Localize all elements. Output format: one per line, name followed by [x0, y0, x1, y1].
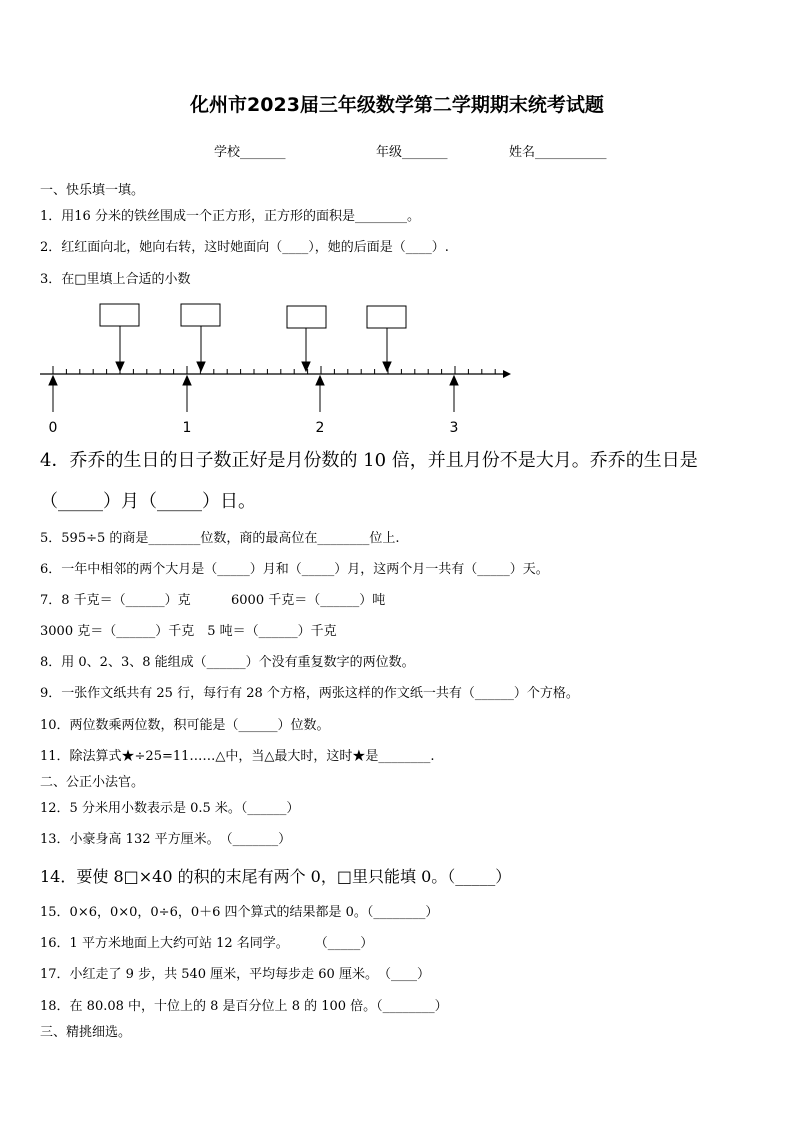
number-line-arrowhead [503, 370, 511, 378]
question-11: 11．除法算式★÷25=11……△中，当△最大时，这时★是________. [40, 749, 435, 764]
section-3-heading: 三、精挑细选。 [40, 1025, 132, 1040]
section-1-heading: 一、快乐填一填。 [40, 183, 145, 198]
question-6: 6．一年中相邻的两个大月是（_____）月和（_____）月，这两个月一共有（_____）天。 [40, 562, 549, 577]
question-15: 15．0×6，0×0，0÷6，0＋6 四个算式的结果都是 0。（________） [40, 905, 439, 920]
number-line-diagram [0, 290, 794, 440]
question-5: 5．595÷5 的商是________位数，商的最高位在________位上. [40, 531, 400, 546]
question-7-part-a: 7．8 千克＝（______）克 [40, 593, 191, 608]
school-field: 学校_______ [214, 145, 286, 160]
question-16: 16．1 平方米地面上大约可站 12 名同学。 （_____） [40, 936, 374, 951]
exam-title: 化州市2023届三年级数学第二学期期末统考试题 [190, 94, 604, 116]
answer-box-1 [100, 304, 139, 326]
question-17: 17．小红走了 9 步，共 540 厘米，平均每步走 60 厘米。 （____） [40, 967, 430, 982]
numberline-label-0: 0 [48, 420, 58, 436]
section-2-heading: 二、公正小法官。 [40, 775, 145, 790]
question-1: 1．用16 分米的铁丝围成一个正方形，正方形的面积是________。 [40, 209, 420, 224]
answer-box-4 [367, 306, 406, 328]
name-field: 姓名___________ [509, 145, 607, 160]
question-12: 12．5 分米用小数表示是 0.5 米。（______） [40, 801, 300, 816]
numberline-label-3: 3 [449, 420, 459, 436]
question-7-line-2: 3000 克＝（______）千克 5 吨＝（______）千克 [40, 624, 337, 639]
answer-box-3 [287, 306, 326, 328]
question-14: 14．要使 8□×40 的积的末尾有两个 0，□里只能填 0。（_____） [40, 867, 512, 886]
numberline-label-1: 1 [182, 420, 192, 436]
grade-field: 年级_______ [376, 145, 448, 160]
question-10: 10．两位数乘两位数，积可能是（______）位数。 [40, 718, 330, 733]
question-13: 13．小豪身高 132 平方厘米。 （_______） [40, 832, 292, 847]
question-4-line-1: 4．乔乔的生日的日子数正好是月份数的 10 倍，并且月份不是大月。乔乔的生日是 [40, 450, 698, 471]
question-4-line-2: （_____）月（_____）日。 [40, 491, 256, 512]
numberline-label-2: 2 [315, 420, 325, 436]
question-2: 2．红红面向北，她向右转，这时她面向（____），她的后面是（____）. [40, 240, 449, 255]
question-8: 8．用 0、2、3、8 能组成（______）个没有重复数字的两位数。 [40, 655, 415, 670]
answer-box-2 [181, 304, 220, 326]
question-18: 18．在 80.08 中，十位上的 8 是百分位上 8 的 100 倍。（________） [40, 999, 448, 1014]
question-3: 3．在□里填上合适的小数 [40, 272, 191, 287]
question-9: 9．一张作文纸共有 25 行，每行有 28 个方格，两张这样的作文纸一共有（______）个方格。 [40, 686, 579, 701]
question-7-part-b: 6000 千克＝（______）吨 [231, 593, 386, 608]
